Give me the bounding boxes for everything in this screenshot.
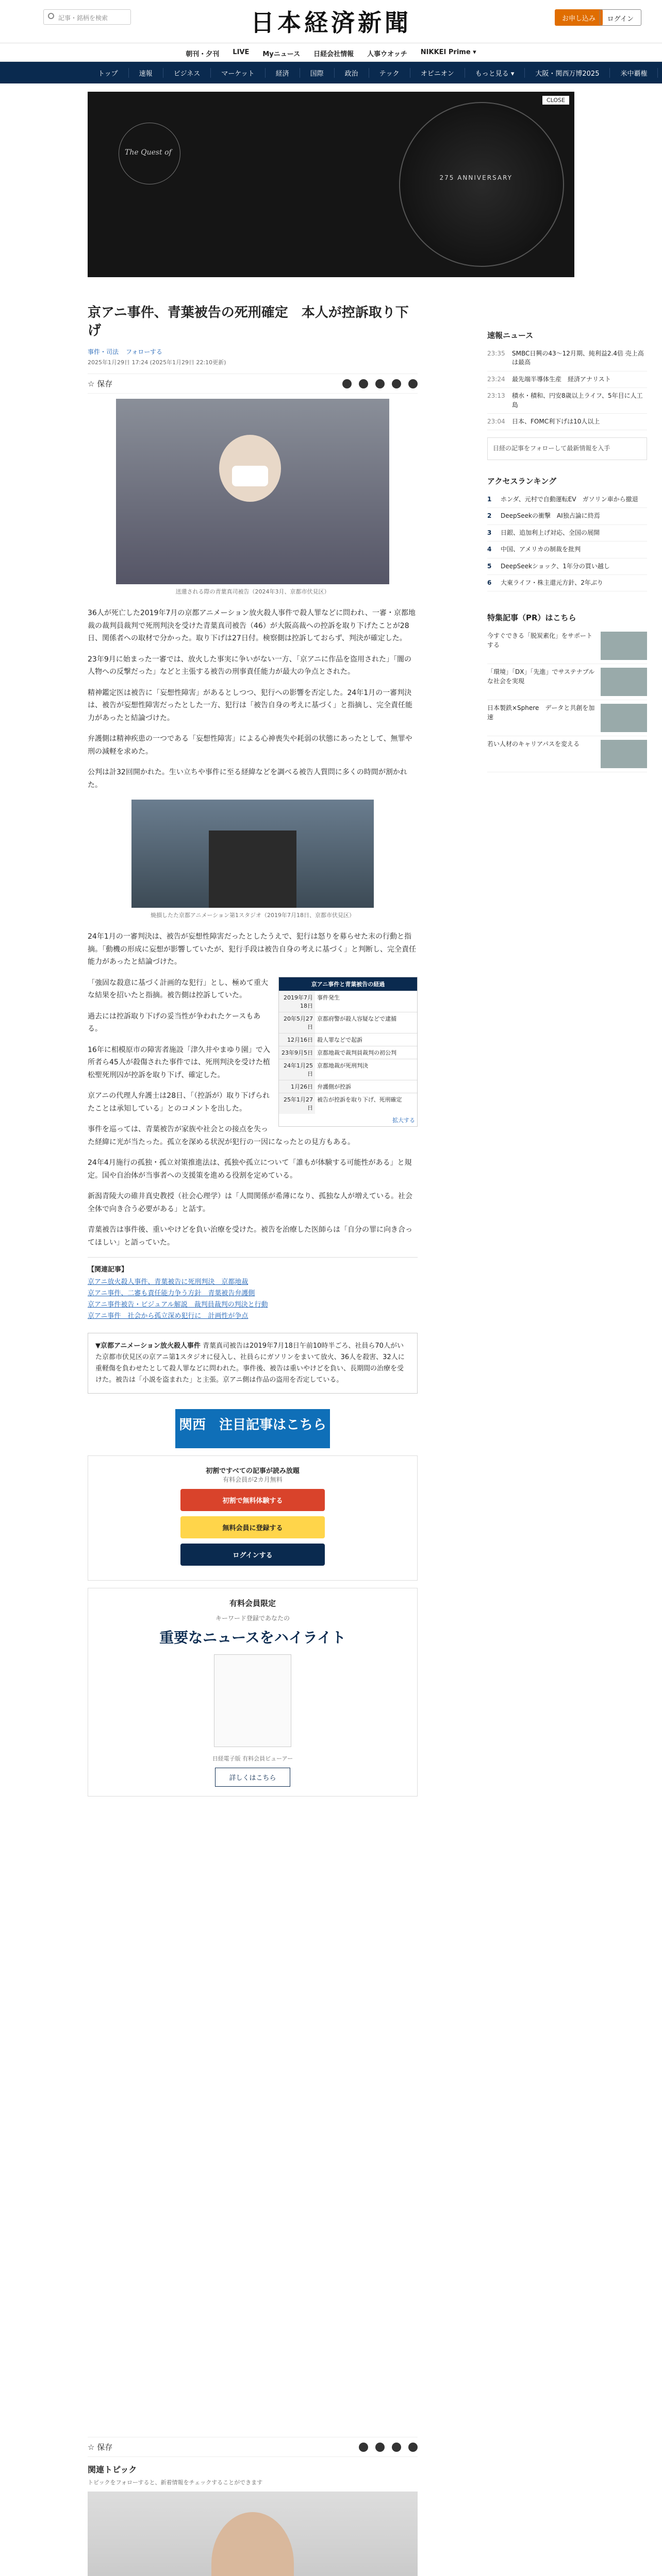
- nav-item[interactable]: もっと見る ▾: [465, 68, 525, 78]
- nav-item[interactable]: 経済: [266, 68, 300, 78]
- sub-navigation: [0, 43, 662, 62]
- ad-person-image: [211, 2512, 294, 2576]
- expand-button[interactable]: 拡大する: [392, 1116, 415, 1124]
- subnav-item[interactable]: Myニュース: [262, 50, 301, 58]
- article-paragraph: 「強固な殺意に基づく計画的な犯行」とし、極めて重大な結果を招いたと指摘。被告側は控訴していた。: [88, 978, 268, 1000]
- ad-watch-image: [399, 102, 564, 267]
- article-paragraph: 公判は計32回開かれた。生い立ちや事件に至る経緯などを調べる被告人質問に多くの時間が割かれた。: [88, 768, 407, 789]
- case-summary-lead: ▼京都アニメーション放火殺人事件: [95, 1342, 201, 1350]
- related-topics-sub: トピックをフォローすると、新着情報をチェックすることができます: [88, 2479, 263, 2486]
- paywall-box: [88, 1455, 418, 1581]
- nav-item[interactable]: マーケット: [211, 68, 265, 78]
- bottom-toolbar: [88, 2437, 418, 2457]
- promo-sub: キーワード登録であなたの: [215, 1614, 290, 1622]
- subnav-item[interactable]: 人事ウオッチ: [367, 50, 407, 58]
- save-button[interactable]: ☆ 保存: [88, 2443, 113, 2452]
- related-article-link[interactable]: 京アニ事件 社会から孤立深め犯行に 計画性が争点: [88, 1312, 249, 1320]
- site-header: [0, 0, 662, 43]
- promo-headline: 重要なニュースをハイライト: [159, 1629, 346, 1646]
- subnav-item[interactable]: 朝刊・夕刊: [186, 50, 220, 58]
- nav-item[interactable]: 政治: [335, 68, 369, 78]
- pr-item[interactable]: 日本製鉄×Sphere データと共創を加速: [487, 700, 647, 736]
- paywall-lead: 初割ですべての記事が読み放題: [206, 1467, 300, 1475]
- promo-title: 有料会員限定: [229, 1598, 276, 1608]
- latest-news-item[interactable]: 23:35 SMBC日興の43～12月期、純利益2.4倍 売上高は最高: [487, 346, 647, 371]
- nav-item[interactable]: オピニオン: [410, 68, 465, 78]
- paywall-login-button[interactable]: ログインする: [180, 1544, 325, 1566]
- login-button[interactable]: ログイン: [600, 9, 641, 26]
- ranking-item[interactable]: 3 日銀、追加利上げ対応、全国の展開: [487, 525, 647, 541]
- kansai-banner[interactable]: 関西 注目記事はこちら: [175, 1409, 330, 1448]
- timeline-title: 京アニ事件と青葉被告の経過: [279, 977, 417, 991]
- link-copy-icon[interactable]: [408, 379, 418, 388]
- timeline-row: 25年1月27日 被告が控訴を取り下げ、死刑確定: [279, 1093, 417, 1114]
- photo-caption: 送還される際の青葉真司被告（2024年3月、京都市伏見区）: [175, 588, 330, 596]
- share-icon[interactable]: [359, 379, 368, 388]
- latest-news-item[interactable]: 23:04 日本、FOMC利下げは10人以上: [487, 414, 647, 430]
- nav-item[interactable]: 大阪・関西万博2025: [525, 68, 610, 78]
- pr-item[interactable]: 今すぐできる「脱炭素化」をサポートする: [487, 628, 647, 664]
- related-articles: [88, 1257, 418, 1322]
- subscribe-button[interactable]: お申し込み: [555, 9, 603, 26]
- x-share-icon[interactable]: [375, 379, 385, 388]
- pr-thumbnail: [601, 740, 647, 768]
- search-placeholder: 記事・銘柄を検索: [58, 14, 108, 22]
- photo-caption: 焼損したた京都アニメーション第1スタジオ（2019年7月18日、京都市伏見区）: [151, 912, 355, 919]
- nav-item[interactable]: 米中覇権: [610, 68, 658, 78]
- article-second-photo[interactable]: [131, 800, 374, 908]
- article-category-tag[interactable]: 事件・司法: [88, 348, 119, 356]
- article-paragraph: 16年に相模原市の障害者施設「津久井やまゆり園」で入所者ら45人が殺傷された事件では、死刑判決を受けた植松聖死刑囚が控訴を取り下げ、確定した。: [88, 1045, 270, 1079]
- article-paragraph: 事件を巡っては、青葉被告が家族や社会との接点を失った経緯に光が当たった。孤立を深める状況が犯行の一因になったとの見方もある。: [88, 1125, 355, 1146]
- article-paragraph: 京アニの代理人弁護士は28日、「（控訴が）取り下げられたことは承知している」とのコメントを出した。: [88, 1092, 270, 1113]
- share-icon[interactable]: [375, 2443, 385, 2452]
- timeline-row: 23年9月5日 京都地裁で裁判員裁判の初公判: [279, 1046, 417, 1059]
- timeline-row: 1月26日 弁護側が控訴: [279, 1080, 417, 1093]
- ranking-header: アクセスランキング: [487, 476, 557, 486]
- ranking-item[interactable]: 1 ホンダ、元村で自動運転EV ガソリン車から撤退: [487, 492, 647, 508]
- follow-topic-link[interactable]: フォローする: [126, 348, 162, 356]
- paywall-sub: 有料会員が2カ月無料: [223, 1476, 283, 1483]
- ranking-item[interactable]: 2 DeepSeekの衝撃 AI独占論に終焉: [487, 508, 647, 524]
- article-paragraph: 新潟青陵大の碓井真史教授（社会心理学）は「人間関係が希薄になり、孤独な人が増えている。社会全体で向き合う必要がある」と話す。: [88, 1192, 412, 1213]
- article-paragraph: 24年4月施行の孤独・孤立対策推進法は、孤独や孤立について「誰もが体験する可能性がある」と規定。国や自治体が当事者への支援策を進める役割を定めている。: [88, 1159, 412, 1180]
- article-paragraph: 過去には控訴取り下げの妥当性が争われたケースもある。: [88, 1012, 261, 1033]
- related-article-link[interactable]: 京アニ放火殺人事件、青葉被告に死刑判決 京都地裁: [88, 1278, 249, 1286]
- related-header: 【関連記事】: [88, 1266, 128, 1274]
- latest-news-item[interactable]: 23:24 最先端半導体生産 経済アナリスト: [487, 371, 647, 388]
- pr-thumbnail: [601, 704, 647, 732]
- nav-item[interactable]: 国際: [300, 68, 335, 78]
- article-paragraph: 精神鑑定医は被告に「妄想性障害」があるとしつつ、犯行への影響を否定した。24年1月の一審判決は、被告が妄想性障害だったとした一方、犯行は「被告自身の考えに基づく」と指摘し、完全責任能力があったと結論づけた。: [88, 688, 412, 722]
- pr-thumbnail: [601, 632, 647, 660]
- nav-item[interactable]: テック: [369, 68, 410, 78]
- article-paragraph: 36人が死亡した2019年7月の京都アニメーション放火殺人事件で殺人罪などに問われ、一審・京都地裁の裁判員裁判で死刑判決を受けた青葉真司被告（46）が大阪高裁への控訴を取り下げたことが28日、関係者への取材で分かった。取り下げは27日付。検察側は控訴しておらず、判決が確定した。: [88, 609, 416, 643]
- pr-thumbnail: [601, 668, 647, 696]
- ranking-item[interactable]: 6 大東ライフ・株主還元方針、2年ぶり: [487, 575, 647, 591]
- x-share-icon[interactable]: [392, 2443, 401, 2452]
- save-label: 保存: [97, 379, 113, 389]
- article-toolbar: [88, 374, 418, 394]
- facebook-share-icon[interactable]: [408, 2443, 418, 2452]
- subnav-item[interactable]: NIKKEI Prime ▾: [420, 48, 476, 56]
- pr-item[interactable]: 若い人材のキャリアパスを変える: [487, 736, 647, 772]
- timeline-row: 12月16日 殺人罪などで起訴: [279, 1033, 417, 1046]
- promo-image: [214, 1654, 291, 1747]
- facebook-share-icon[interactable]: [392, 379, 401, 388]
- related-topics-header: 関連トピック: [88, 2465, 137, 2475]
- related-article-link[interactable]: 京アニ事件被告・ビジュアル解説 裁判員裁判の判決と行動: [88, 1301, 268, 1309]
- related-article-link[interactable]: 京アニ事件、二審も責任能力争う方針 青葉被告弁護側: [88, 1290, 255, 1298]
- timeline-row: 2019年7月18日 事件発生: [279, 991, 417, 1012]
- latest-news-item[interactable]: 23:13 積水・積和、円安8歳以上ライフ、5年目に人工島: [487, 388, 647, 414]
- timeline-row: 20年5月27日 京都府警が殺人容疑などで逮捕: [279, 1012, 417, 1033]
- subnav-item[interactable]: LIVE: [233, 48, 250, 56]
- article-paragraph: 弁護側は精神疾患の一つである「妄想性障害」による心神喪失や耗弱の状態にあったとして、無罪や刑の減軽を求めた。: [88, 735, 412, 756]
- ranking-item[interactable]: 4 中国、アメリカの制裁を批判: [487, 541, 647, 558]
- save-button[interactable]: ☆ 保存: [88, 379, 113, 389]
- timeline-table[interactable]: [278, 977, 418, 1127]
- article: [88, 304, 418, 1797]
- case-summary-box: [88, 1333, 418, 1394]
- free-register-button[interactable]: 無料会員に登録する: [180, 1516, 325, 1538]
- sidebar: [487, 330, 647, 772]
- ranking-item[interactable]: 5 DeepSeekショック、1年分の買い越し: [487, 558, 647, 575]
- video-advertisement[interactable]: [88, 2492, 418, 2576]
- nav-item[interactable]: 速報: [129, 68, 163, 78]
- highlight-promo: [88, 1588, 418, 1797]
- article-dates: 2025年1月29日 17:24 (2025年1月29日 22:10更新): [88, 359, 226, 366]
- subnav-item[interactable]: 日経会社情報: [313, 50, 354, 58]
- trial-button[interactable]: 初割で無料体験する: [180, 1489, 325, 1511]
- article-paragraph: 青葉被告は事件後、重いやけどを負い治療を受けた。被告を治療した医師らは「自分の罪に向き合ってほしい」と語っていた。: [88, 1226, 412, 1247]
- pr-header: 特集記事（PR）はこちら: [487, 613, 576, 623]
- bottom-section: [88, 2437, 418, 2576]
- print-icon[interactable]: [359, 2443, 368, 2452]
- article-main-photo[interactable]: [116, 399, 389, 584]
- main-navigation: [0, 62, 662, 83]
- site-logo[interactable]: 日本経済新聞: [251, 9, 411, 37]
- print-icon[interactable]: [342, 379, 352, 388]
- promo-caption: 日経電子版 有料会員ビューアー: [212, 1755, 293, 1762]
- latest-news-header: 速報ニュース: [487, 331, 534, 340]
- follow-panel[interactable]: 日経の記事をフォローして最新情報を入手: [487, 437, 647, 460]
- photo-mask: [232, 466, 268, 486]
- nav-item[interactable]: トップ: [88, 68, 129, 78]
- top-advertisement[interactable]: [88, 92, 574, 277]
- article-paragraph: 24年1月の一審判決は、被告が妄想性障害だったとしたうえで、犯行は怒りを募らせた末の行動と指摘。「動機の形成に妄想が影響していたが、犯行手段は被告自身の考えに基づく」と判断し、完全責任能力があったと結論づけた。: [88, 933, 416, 967]
- timeline-row: 24年1月25日 京都地裁が死刑判決: [279, 1059, 417, 1080]
- photo-building: [209, 831, 296, 908]
- pr-item[interactable]: 「環境」「DX」「先進」でサステナブルな社会を実現: [487, 664, 647, 700]
- article-paragraph: 23年9月に始まった一審では、放火した事実に争いがない一方、「京アニに作品を盗用された」「闇の人物への反撃だった」などと主張する被告の刑事責任能力が最大の争点とされた。: [88, 655, 412, 676]
- ad-right-label: 275 ANNIVERSARY: [439, 174, 512, 181]
- promo-more-button[interactable]: 詳しくはこちら: [215, 1768, 290, 1787]
- article-title: 京アニ事件、青葉被告の死刑確定 本人が控訴取り下げ: [88, 305, 409, 339]
- ad-brand-label: The Quest of: [125, 148, 172, 157]
- case-summary-body: 青葉真司被告は2019年7月18日午前10時半ごろ、社員ら70人がいた京都市伏見区の京アニ第1スタジオに侵入し、社員らにガソリンをまいて放火、36人を殺害、32人に重軽傷を負わせたとして殺人罪などに問われた。事件後、被告は重いやけどを負い、長期間の治療を受けた。被告は「小説を盗まれた」と主張。京アニ側は作品の盗用を否定している。: [95, 1342, 405, 1384]
- nav-item[interactable]: ビジネス: [163, 68, 211, 78]
- ad-close-button[interactable]: CLOSE: [542, 96, 569, 105]
